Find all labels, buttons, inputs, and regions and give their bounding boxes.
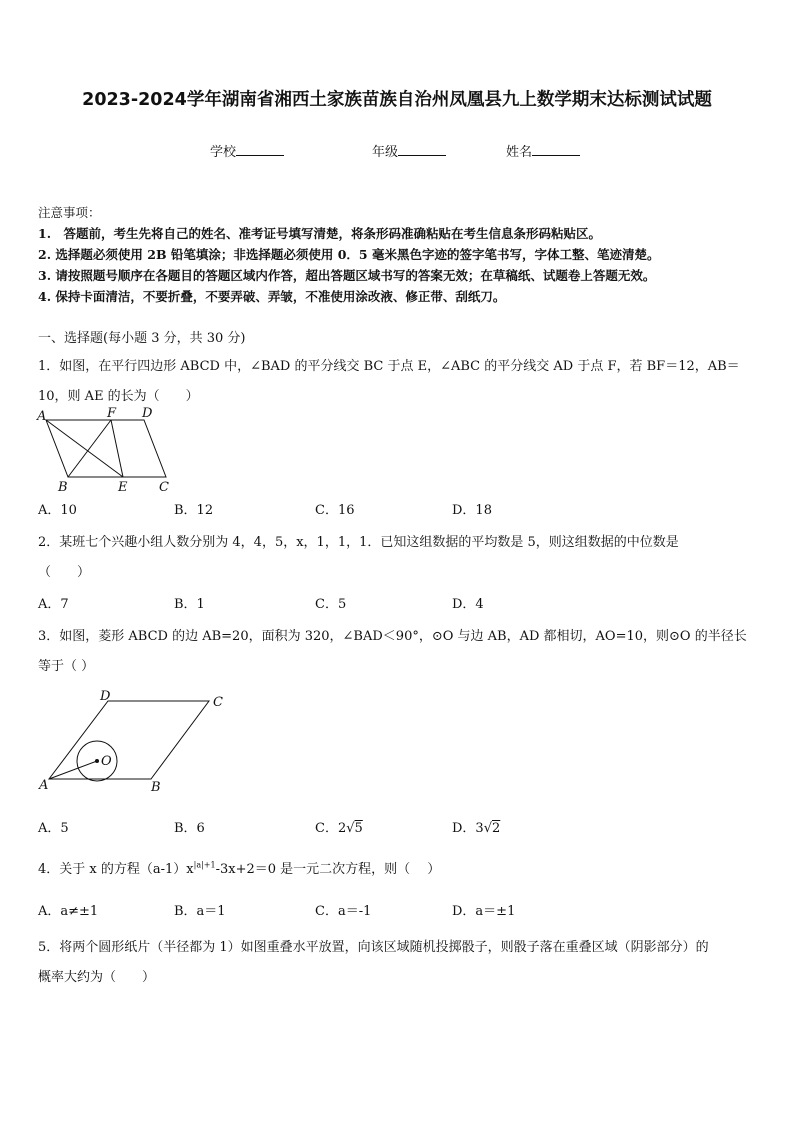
q1-text-line1: 1．如图，在平行四边形 ABCD 中，∠BAD 的平分线交 BC 于点 E，∠ABC 的平分线交 AD 于点 F，若 BF＝12，AB＝ xyxy=(38,359,740,374)
q3-option-c-radicand: 5 xyxy=(354,821,363,836)
q4-suffix: -3x+2＝0 是一元二次方程，则（ ） xyxy=(215,862,441,877)
notice-item: 3. 请按照题号顺序在各题目的答题区域内作答，超出答题区域书写的答案无效；在草稿纸、试题卷上答题无效。 xyxy=(38,268,656,283)
q3-label-o: O xyxy=(101,754,112,769)
name-field xyxy=(506,141,580,160)
q1-label-a: A xyxy=(37,409,47,424)
q1-label-e: E xyxy=(118,480,128,495)
q3-label-a: A xyxy=(39,778,49,793)
q3-option-c[interactable] xyxy=(315,817,363,836)
q1-option-b[interactable]: B．12 xyxy=(174,503,214,518)
q3-label-d: D xyxy=(100,689,111,704)
grade-label: 年级 xyxy=(372,145,399,160)
q5-text-line2: 概率大约为（ ） xyxy=(38,970,156,985)
school-label: 学校 xyxy=(210,145,237,160)
school-blank[interactable] xyxy=(236,143,284,156)
q2-text-line1: 2．某班七个兴趣小组人数分别为 4，4，5，x，1，1，1．已知这组数据的平均数是 5，则这组数据的中位数是 xyxy=(38,535,679,550)
q2-option-b[interactable]: B．1 xyxy=(174,597,205,612)
q3-option-c-label: C．2 xyxy=(315,821,347,836)
q4-prefix: 4．关于 x 的方程（a-1）x xyxy=(38,862,194,877)
grade-field xyxy=(372,141,446,160)
q4-option-c[interactable]: C．a＝-1 xyxy=(315,904,372,919)
q3-option-d-label: D．3 xyxy=(452,821,484,836)
q3-option-d[interactable] xyxy=(452,817,500,836)
q3-text-line2: 等于（ ） xyxy=(38,659,95,674)
q1-parallelogram-figure xyxy=(34,405,184,497)
q1-option-d[interactable]: D．18 xyxy=(452,503,492,518)
q4-option-b[interactable]: B．a＝1 xyxy=(174,904,226,919)
notice-heading: 注意事项： xyxy=(38,205,101,220)
q1-label-c: C xyxy=(159,480,169,495)
q3-text-line1: 3．如图，菱形 ABCD 的边 AB=20，面积为 320，∠BAD＜90°，⊙O 与边 AB，AD 都相切，AO=10，则⊙O 的半径长 xyxy=(38,629,747,644)
section-heading: 一、选择题(每小题 3 分，共 30 分) xyxy=(38,331,246,346)
q2-option-a[interactable]: A．7 xyxy=(38,597,69,612)
q4-exponent: |a|+1 xyxy=(193,860,216,870)
q3-option-b[interactable]: B．6 xyxy=(174,821,205,836)
q4-text xyxy=(38,858,440,877)
q2-text-line2: （ ） xyxy=(38,565,91,580)
grade-blank[interactable] xyxy=(398,143,446,156)
q3-option-a[interactable]: A．5 xyxy=(38,821,69,836)
q3-option-d-radicand: 2 xyxy=(492,821,501,836)
notice-item: 2. 选择题必须使用 2B 铅笔填涂；非选择题必须使用 0．5 毫米黑色字迹的签字笔书写，字体工整、笔迹清楚。 xyxy=(38,247,660,262)
q1-label-b: B xyxy=(58,480,68,495)
q2-option-c[interactable]: C．5 xyxy=(315,597,347,612)
q3-rhombus-figure xyxy=(34,685,234,795)
q4-option-a[interactable]: A．a≠±1 xyxy=(38,904,99,919)
q1-label-f: F xyxy=(107,406,117,421)
name-label: 姓名 xyxy=(506,145,533,160)
q3-label-b: B xyxy=(151,780,161,795)
name-blank[interactable] xyxy=(532,143,580,156)
q5-text-line1: 5．将两个圆形纸片（半径都为 1）如图重叠水平放置，向该区域随机投掷骰子，则骰子落在重叠区域（阴影部分）的 xyxy=(38,940,709,955)
q2-option-d[interactable]: D．4 xyxy=(452,597,484,612)
q1-text-line2: 10，则 AE 的长为（ ） xyxy=(38,389,199,404)
q1-option-c[interactable]: C．16 xyxy=(315,503,355,518)
q1-option-a[interactable]: A．10 xyxy=(38,503,77,518)
q1-label-d: D xyxy=(142,406,153,421)
q4-option-d[interactable]: D．a＝±1 xyxy=(452,904,516,919)
notice-item: 4. 保持卡面清洁，不要折叠，不要弄破、弄皱，不准使用涂改液、修正带、刮纸刀。 xyxy=(38,289,506,304)
q3-label-c: C xyxy=(213,695,223,710)
school-field xyxy=(210,141,284,160)
sqrt-icon: √ xyxy=(346,821,355,836)
page-title: 2023-2024学年湖南省湘西土家族苗族自治州凤凰县九上数学期末达标测试试题 xyxy=(82,90,712,110)
notice-item: 1. 答题前，考生先将自己的姓名、准考证号填写清楚，将条形码准确粘贴在考生信息条形码粘贴区。 xyxy=(38,226,602,241)
sqrt-icon: √ xyxy=(483,821,492,836)
